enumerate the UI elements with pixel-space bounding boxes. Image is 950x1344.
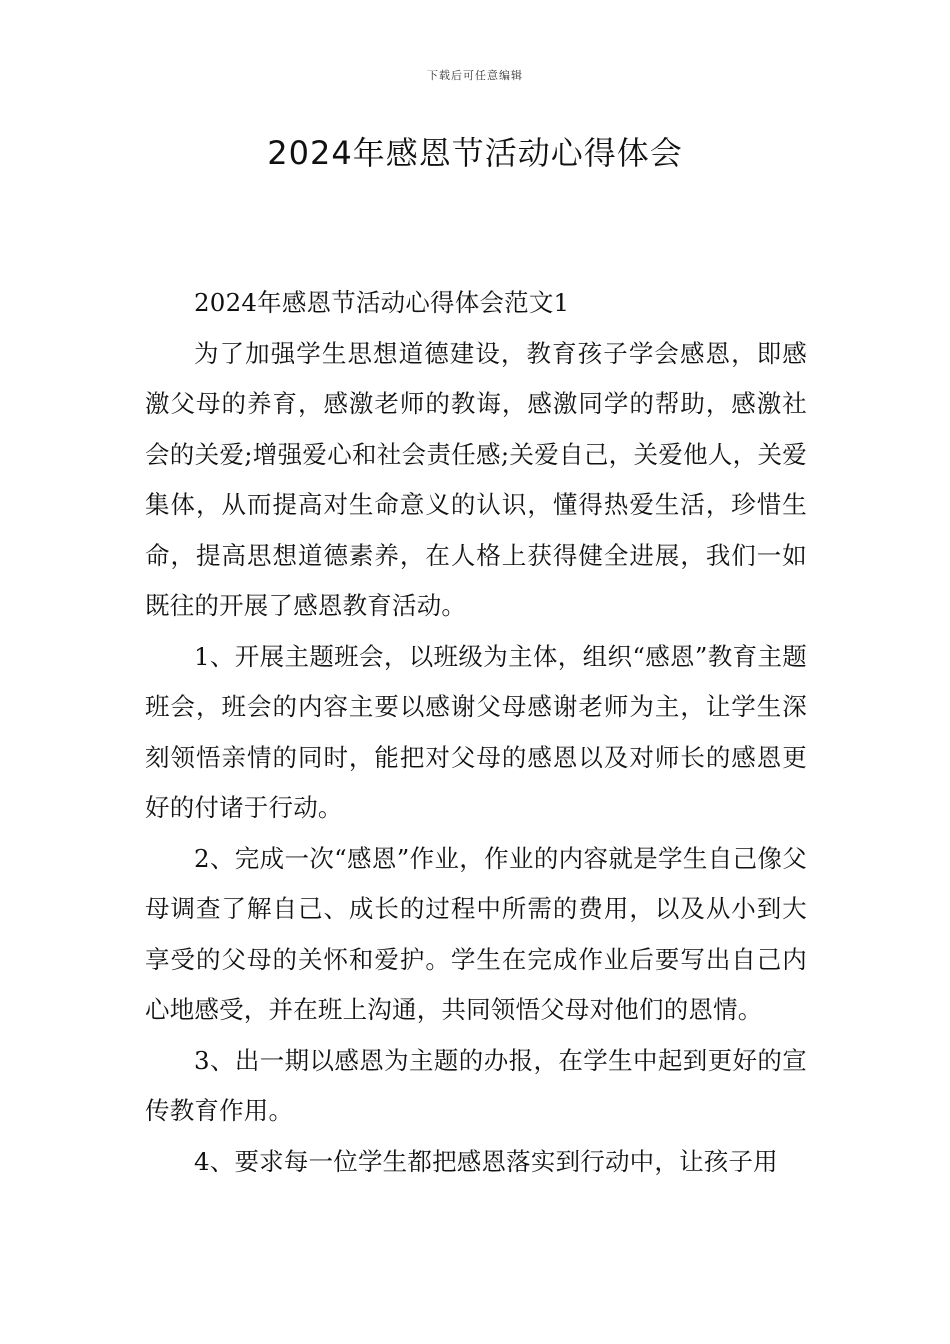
paragraph-intro: 为了加强学生思想道德建设，教育孩子学会感恩，即感激父母的养育，感激老师的教诲，感激同学的帮助，感激社会的关爱;增强爱心和社会责任感;关爱自己，关爱他人，关爱集体，从而提高对生命意义的认识，懂得热爱生活，珍惜生命，提高思想道德素养，在人格上获得健全进展，我们一如既往的开展了感恩教育活动。	[145, 338, 807, 620]
paragraph-item-1: 1、开展主题班会，以班级为主体，组织“感恩”教育主题班会，班会的内容主要以感谢父母感谢老师为主，让学生深刻领悟亲情的同时，能把对父母的感恩以及对师长的感恩更好的付诸于行动。	[145, 641, 807, 822]
paragraph-item-2: 2、完成一次“感恩”作业，作业的内容就是学生自己像父母调查了解自己、成长的过程中所需的费用，以及从小到大享受的父母的关怀和爱护。学生在完成作业后要写出自己内心地感受，并在班上沟通，共同领悟父母对他们的恩情。	[145, 843, 807, 1024]
header-note: 下载后可任意编辑	[427, 69, 523, 82]
paragraph-item-4: 4、要求每一位学生都把感恩落实到行动中，让孩子用	[194, 1146, 778, 1176]
document-title: 2024年感恩节活动心得体会	[267, 134, 683, 172]
paragraph-item-3: 3、出一期以感恩为主题的办报，在学生中起到更好的宣传教育作用。	[145, 1045, 807, 1125]
document-subtitle: 2024年感恩节活动心得体会范文1	[194, 288, 570, 317]
document-body	[145, 278, 807, 1187]
